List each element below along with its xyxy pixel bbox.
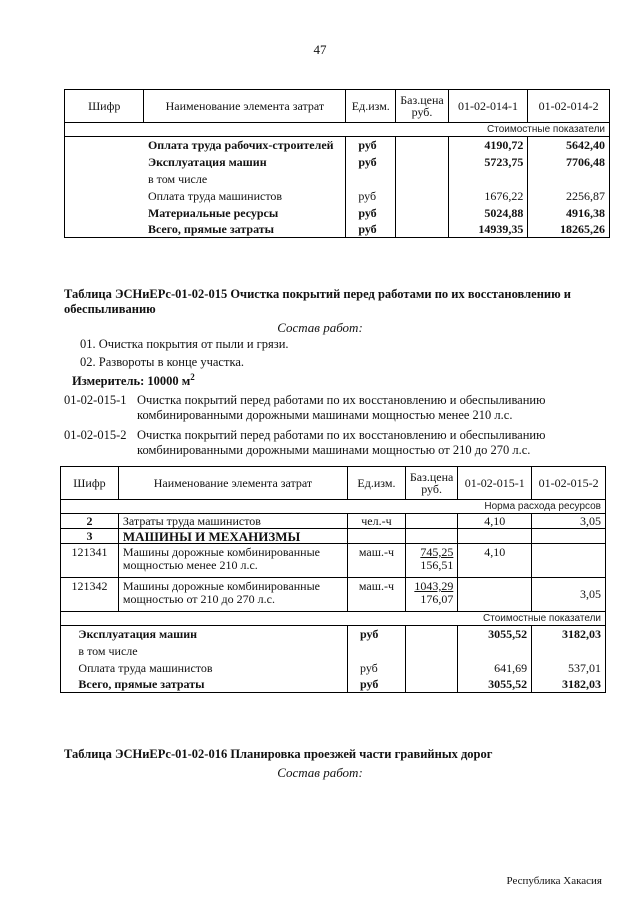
row-name: Эксплуатация машин bbox=[78, 626, 198, 641]
table-row bbox=[61, 578, 606, 612]
table-row bbox=[65, 137, 610, 154]
table-row bbox=[61, 643, 606, 660]
row-value: 3,05 bbox=[532, 514, 606, 529]
row-value: 5723,75 bbox=[448, 154, 528, 171]
header-unit: Ед.изм. bbox=[346, 90, 396, 123]
row-value bbox=[532, 544, 606, 578]
row-unit: руб bbox=[346, 205, 396, 222]
row-name: Оплата труда рабочих-строителей bbox=[147, 137, 334, 152]
header-name: Наименование элемента затрат bbox=[144, 90, 346, 123]
header-col1: 01-02-014-1 bbox=[448, 90, 528, 123]
row-value: 4,10 bbox=[458, 544, 532, 578]
composition-label: Состав работ: bbox=[277, 320, 363, 335]
row-name: в том числе bbox=[147, 171, 208, 186]
row-value: 18265,26 bbox=[528, 222, 610, 238]
row-unit: маш.-ч bbox=[347, 544, 405, 578]
work-item: 02. Развороты в конце участка. bbox=[80, 355, 244, 369]
header-col2: 01-02-014-2 bbox=[528, 90, 610, 123]
table-row bbox=[61, 544, 606, 578]
row-value: 1676,22 bbox=[448, 188, 528, 205]
row-name: Машины дорожные комбинированные мощностью от 210 до 270 л.с. bbox=[118, 578, 347, 612]
row-value bbox=[458, 578, 532, 612]
table-row bbox=[65, 188, 610, 205]
row-value: 4,10 bbox=[458, 514, 532, 529]
row-value: 4190,72 bbox=[448, 137, 528, 154]
table-row bbox=[61, 626, 606, 643]
table-row bbox=[61, 514, 606, 529]
section-row bbox=[65, 123, 610, 137]
row-code: 3 bbox=[61, 529, 119, 544]
row-name: в том числе bbox=[78, 643, 138, 658]
table-title-line: Таблица ЭСНиЕРс-01-02-015 Очистка покрытий перед работами по их восстановлению и bbox=[64, 287, 571, 301]
row-unit: руб bbox=[346, 188, 396, 205]
page-number: 47 bbox=[313, 42, 327, 57]
row-unit: маш.-ч bbox=[347, 578, 405, 612]
header-code: Шифр bbox=[61, 467, 119, 500]
section-row bbox=[61, 612, 606, 626]
row-price: 1043,29 176,07 bbox=[405, 578, 457, 612]
row-unit: чел.-ч bbox=[347, 514, 405, 529]
row-name: Оплата труда машинистов bbox=[147, 188, 283, 203]
row-name: Всего, прямые затраты bbox=[144, 222, 346, 238]
row-unit: руб bbox=[347, 677, 405, 693]
row-code: 2 bbox=[61, 514, 119, 529]
header-name: Наименование элемента затрат bbox=[118, 467, 347, 500]
row-price: 745,25 156,51 bbox=[405, 544, 457, 578]
table-row bbox=[65, 222, 610, 238]
row-name: Затраты труда машинистов bbox=[118, 514, 347, 529]
header-code: Шифр bbox=[65, 90, 144, 123]
resource-table-015 bbox=[60, 466, 606, 693]
item-code: 01-02-015-1 bbox=[64, 393, 127, 407]
row-value: 7706,48 bbox=[528, 154, 610, 171]
section-label: Стоимостные показатели bbox=[65, 123, 610, 137]
header-base-price: Баз.цена руб. bbox=[396, 90, 448, 123]
table-title-line: обеспыливанию bbox=[64, 302, 156, 316]
footer-region: Республика Хакасия bbox=[506, 875, 602, 887]
row-value: 5642,40 bbox=[528, 137, 610, 154]
row-value: 3055,52 bbox=[458, 626, 532, 643]
table-row bbox=[65, 171, 610, 188]
table-row bbox=[65, 154, 610, 171]
table-row bbox=[65, 205, 610, 222]
row-name: Материальные ресурсы bbox=[147, 205, 279, 220]
row-unit: руб bbox=[347, 660, 405, 677]
row-name: Эксплуатация машин bbox=[147, 154, 267, 169]
row-value: 641,69 bbox=[458, 660, 532, 677]
row-code: 121341 bbox=[61, 544, 119, 578]
meter-label: Измеритель: 10000 $м^2$ bbox=[72, 372, 195, 389]
section-label: Стоимостные показатели bbox=[61, 612, 606, 626]
item-code: 01-02-015-2 bbox=[64, 428, 127, 442]
row-value: 2256,87 bbox=[528, 188, 610, 205]
row-value: 537,01 bbox=[532, 660, 606, 677]
item-description: Очистка покрытий перед работами по их восстановлению и обеспыливанию комбинированными дорожными машинами мощностью менее 210 л.с. bbox=[137, 393, 546, 422]
row-unit: руб bbox=[347, 626, 405, 643]
header-col1: 01-02-015-1 bbox=[458, 467, 532, 500]
row-value: 3182,03 bbox=[532, 626, 606, 643]
item-description: Очистка покрытий перед работами по их восстановлению и обеспыливанию комбинированными дорожными машинами мощностью от 210 до 270 л.с. bbox=[137, 428, 546, 457]
header-col2: 01-02-015-2 bbox=[532, 467, 606, 500]
row-name: Машины дорожные комбинированные мощностью менее 210 л.с. bbox=[118, 544, 347, 578]
composition-label: Состав работ: bbox=[277, 765, 363, 780]
table-row bbox=[61, 529, 606, 544]
table-title-015 bbox=[64, 287, 571, 317]
row-code: 121342 bbox=[61, 578, 119, 612]
header-unit: Ед.изм. bbox=[347, 467, 405, 500]
table-header bbox=[61, 467, 606, 500]
row-value: 5024,88 bbox=[448, 205, 528, 222]
row-name: МАШИНЫ И МЕХАНИЗМЫ bbox=[118, 529, 347, 544]
section-label: Норма расхода ресурсов bbox=[61, 500, 606, 514]
row-unit: руб bbox=[346, 137, 396, 154]
row-value: 3,05 bbox=[532, 578, 606, 612]
row-value: 3182,03 bbox=[532, 677, 606, 693]
work-item: 01. Очистка покрытия от пыли и грязи. bbox=[80, 337, 289, 351]
table-row bbox=[61, 677, 606, 693]
section-row bbox=[61, 500, 606, 514]
row-value: 3055,52 bbox=[458, 677, 532, 693]
table-row bbox=[61, 660, 606, 677]
row-name: Оплата труда машинистов bbox=[78, 660, 213, 675]
row-unit: руб bbox=[346, 154, 396, 171]
table-title-016: Таблица ЭСНиЕРс-01-02-016 Планировка проезжей части гравийных дорог bbox=[64, 747, 493, 761]
row-name: Всего, прямые затраты bbox=[118, 677, 347, 693]
row-value: 14939,35 bbox=[448, 222, 528, 238]
table-header bbox=[65, 90, 610, 123]
cost-table-014 bbox=[64, 89, 610, 238]
header-base-price: Баз.цена руб. bbox=[405, 467, 457, 500]
row-unit: руб bbox=[346, 222, 396, 238]
row-value: 4916,38 bbox=[528, 205, 610, 222]
